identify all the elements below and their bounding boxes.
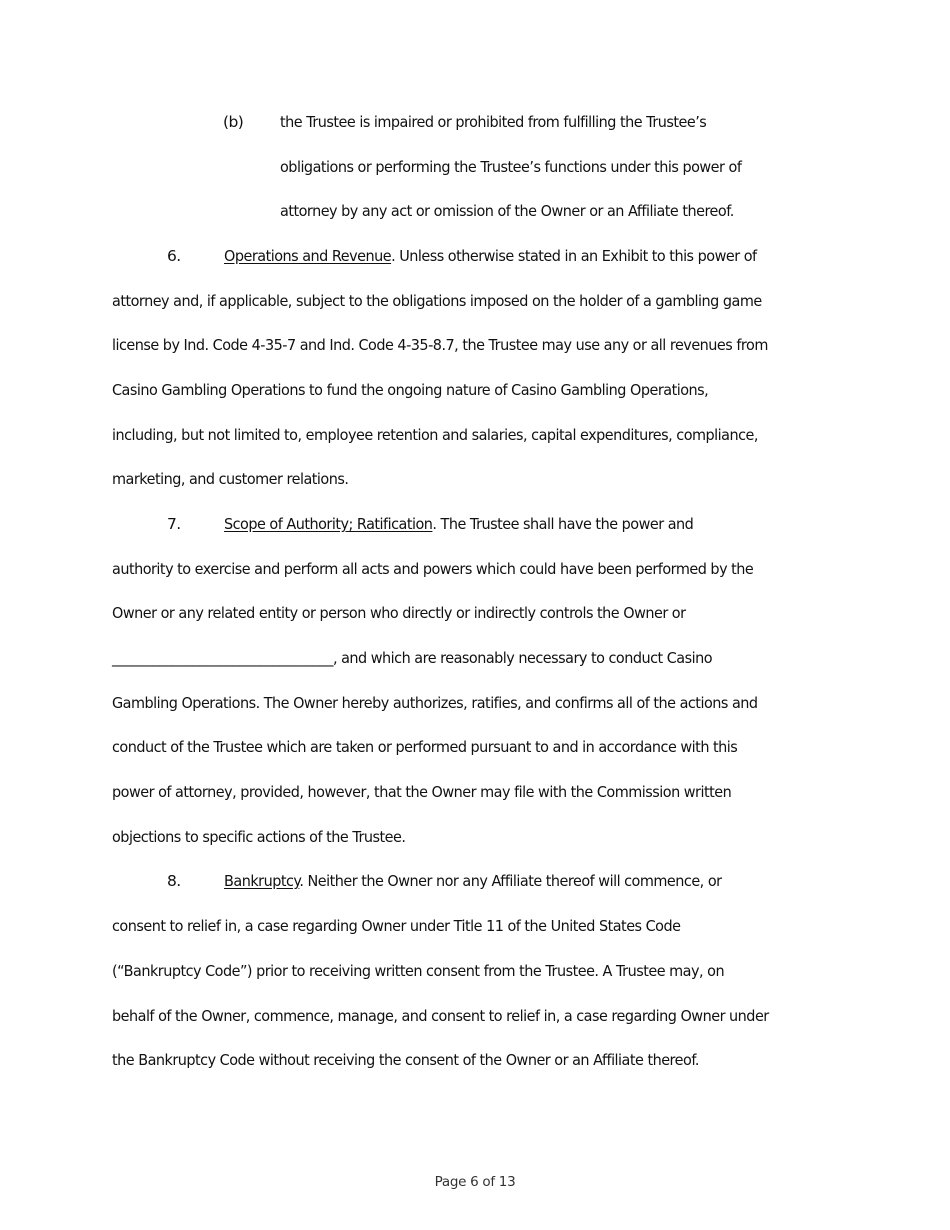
section-7-line: objections to specific actions of the Trustee. — [112, 828, 406, 846]
section-8-line: the Bankruptcy Code without receiving the consent of the Owner or an Affiliate thereof. — [112, 1051, 699, 1069]
section-7-line: Owner or any related entity or person who directly or indirectly controls the Owner or — [112, 604, 686, 622]
section-8-number: 8. — [167, 872, 181, 890]
section-6-heading: Operations and Revenue — [224, 247, 392, 265]
section-6-number: 6. — [167, 247, 181, 265]
section-7-line-blank: _________________________________, and which are reasonably necessary to conduct Casino — [112, 649, 713, 667]
section-7-heading: Scope of Authority; Ratification — [224, 515, 433, 533]
section-7-first-line — [224, 514, 693, 534]
section-7-line: conduct of the Trustee which are taken or performed pursuant to and in accordance with this — [112, 738, 738, 756]
page-number-footer: Page 6 of 13 — [434, 1174, 516, 1190]
section-8-line: consent to relief in, a case regarding Owner under Title 11 of the United States Code — [112, 917, 681, 935]
section-8-first-line-text: . Neither the Owner nor any Affiliate thereof will commence, or — [299, 872, 722, 890]
section-7-line: Gambling Operations. The Owner hereby authorizes, ratifies, and confirms all of the actions and — [112, 694, 758, 712]
section-6-first-line — [224, 246, 757, 266]
section-6-line: marketing, and customer relations. — [112, 470, 349, 488]
section-6-line: license by Ind. Code 4-35-7 and Ind. Code 4-35-8.7, the Trustee may use any or all revenues from — [112, 336, 768, 354]
section-8-heading: Bankruptcy — [224, 872, 300, 890]
clause-b-line: attorney by any act or omission of the Owner or an Affiliate thereof. — [280, 202, 734, 220]
clause-b-line: obligations or performing the Trustee’s functions under this power of — [280, 158, 742, 176]
clause-b-line: the Trustee is impaired or prohibited from fulfilling the Trustee’s — [280, 113, 707, 131]
section-6-line: Casino Gambling Operations to fund the ongoing nature of Casino Gambling Operations, — [112, 381, 709, 399]
clause-b-label: (b) — [223, 113, 244, 131]
section-7-first-line-text: . The Trustee shall have the power and — [432, 515, 694, 533]
section-8-line: behalf of the Owner, commence, manage, and consent to relief in, a case regarding Owner under — [112, 1007, 769, 1025]
section-6-line: attorney and, if applicable, subject to the obligations imposed on the holder of a gambling game — [112, 292, 762, 310]
section-7-number: 7. — [167, 515, 181, 533]
section-7-line: power of attorney, provided, however, that the Owner may file with the Commission written — [112, 783, 732, 801]
section-6-line: including, but not limited to, employee retention and salaries, capital expenditures, compliance, — [112, 426, 758, 444]
section-6-first-line-text: . Unless otherwise stated in an Exhibit to this power of — [391, 247, 757, 265]
section-7-line: authority to exercise and perform all acts and powers which could have been performed by the — [112, 560, 754, 578]
section-8-line: (“Bankruptcy Code”) prior to receiving written consent from the Trustee. A Trustee may, on — [112, 962, 725, 980]
section-8-first-line — [224, 871, 722, 891]
